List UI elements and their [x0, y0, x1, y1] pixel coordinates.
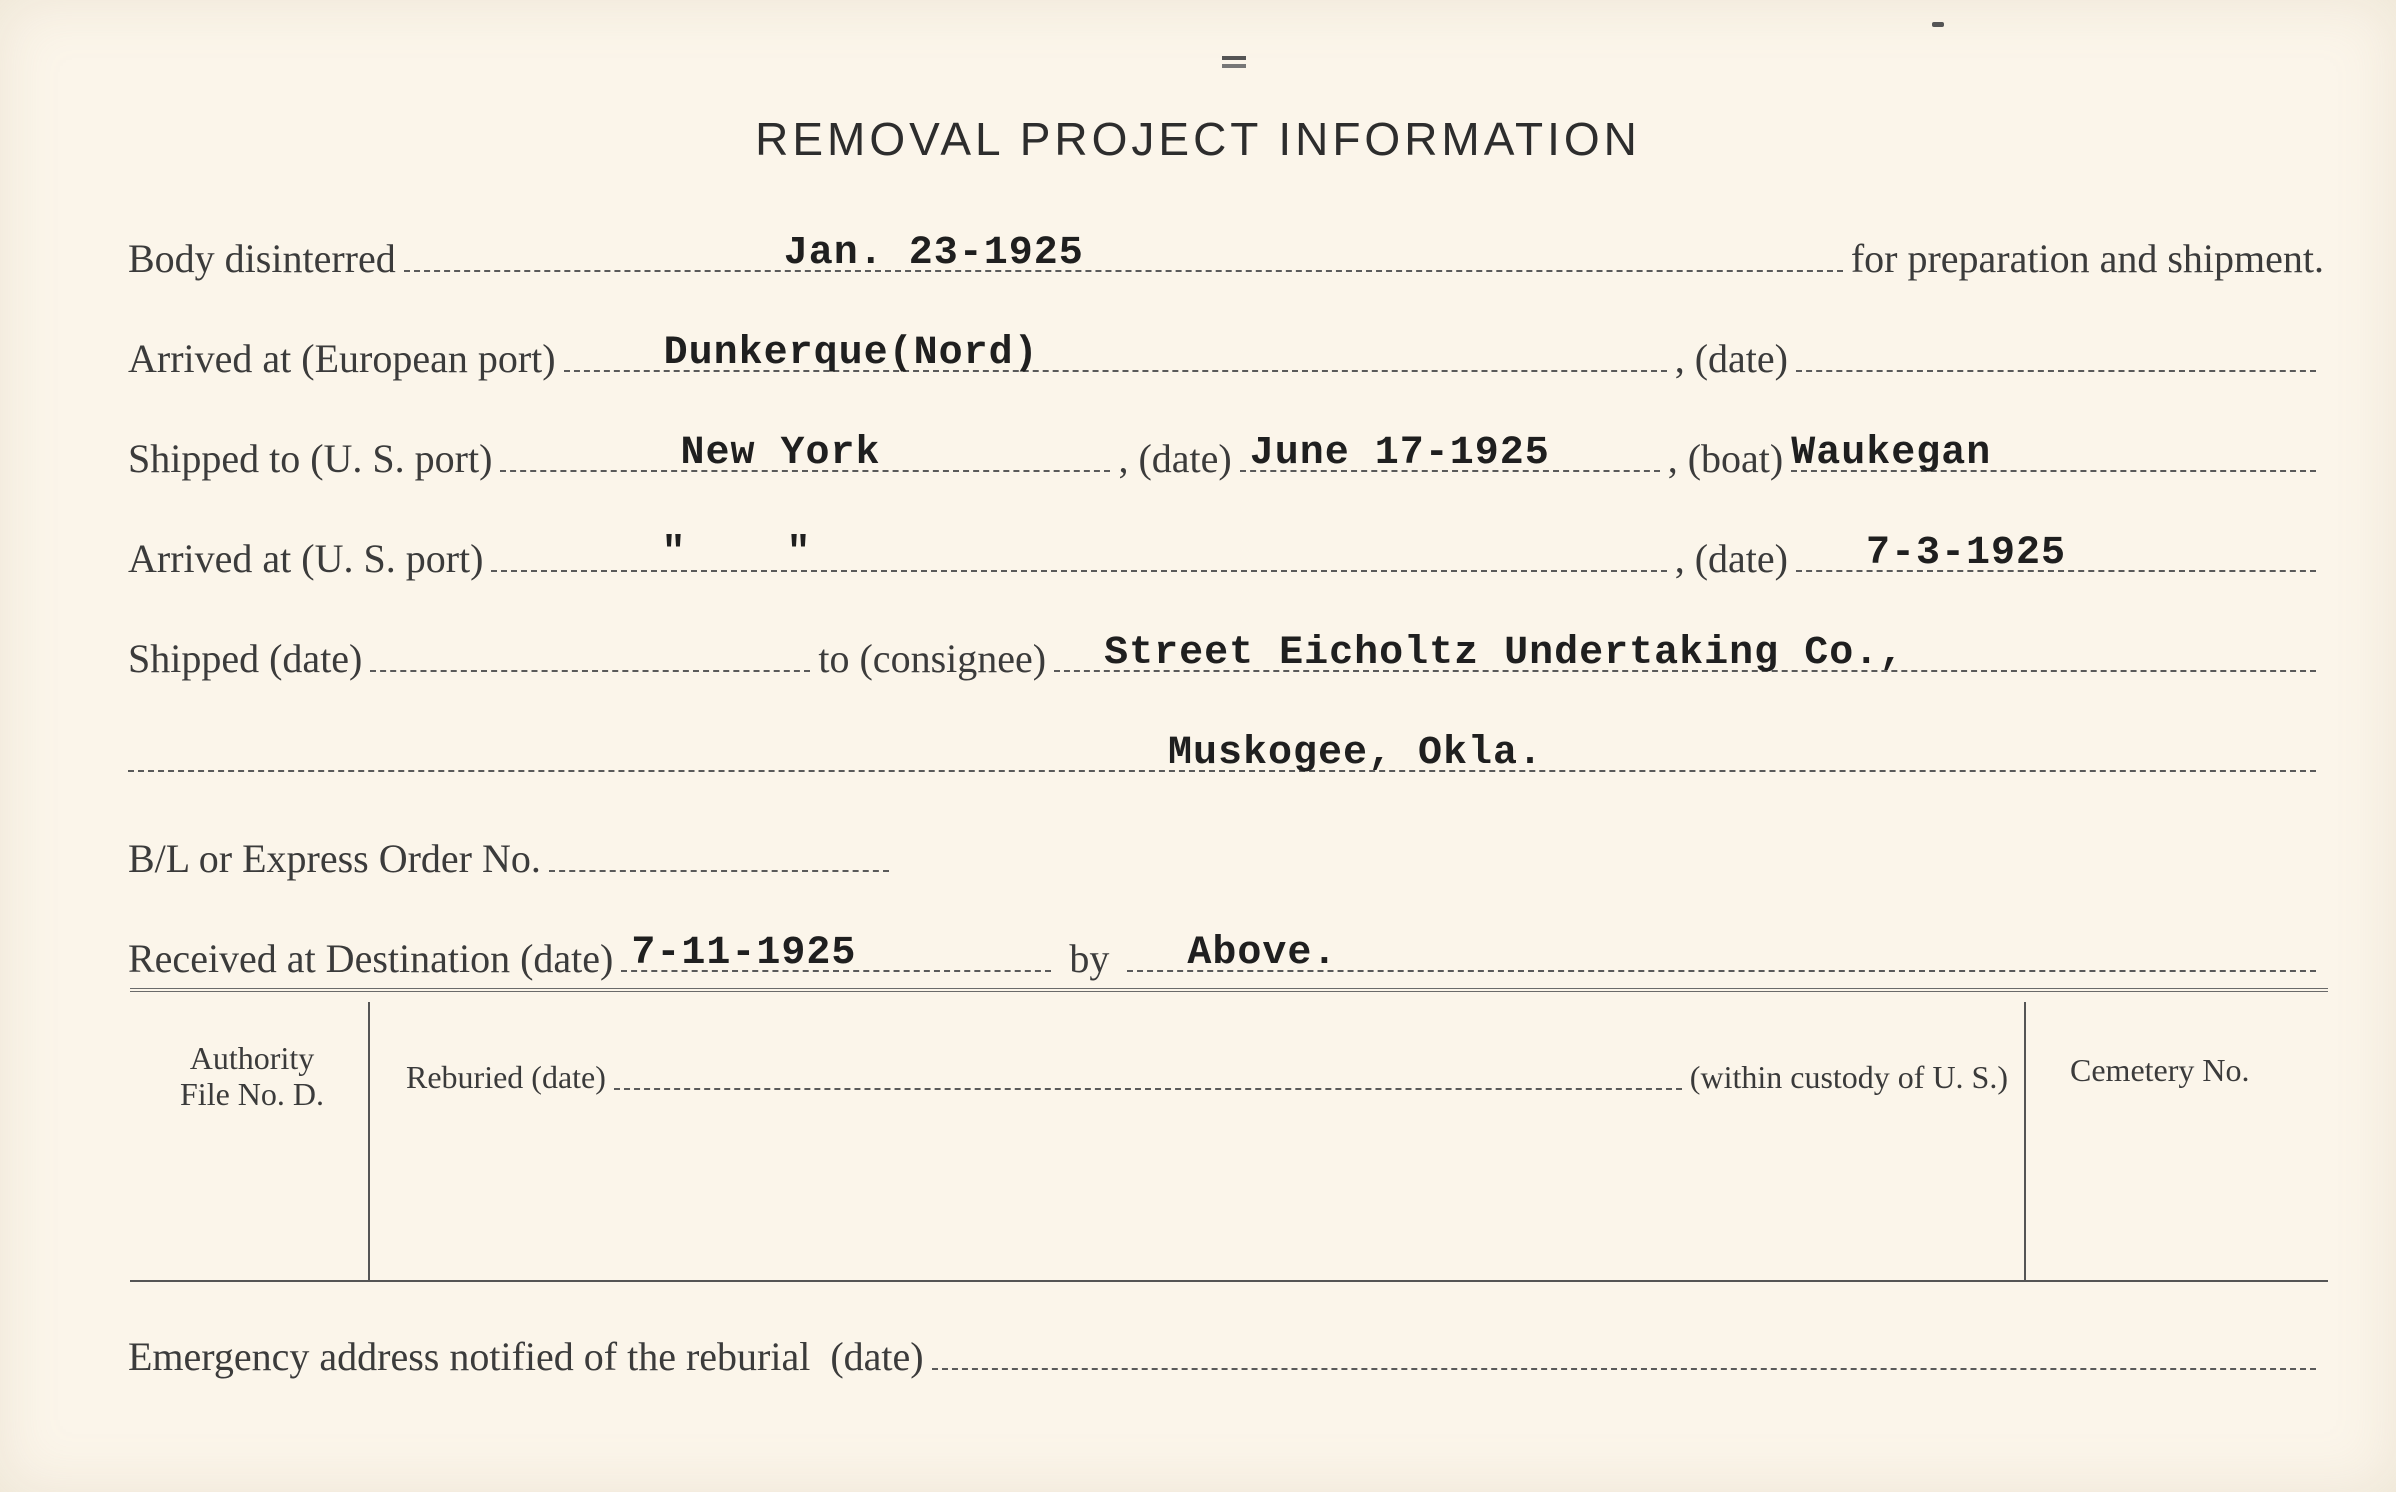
ink-dot — [1932, 22, 1944, 27]
field-emergency-date[interactable] — [932, 1328, 2316, 1370]
field-us-port-shipped[interactable] — [500, 430, 1110, 476]
label-boat: , (boat) — [1667, 436, 1784, 481]
label-european-date: , (date) — [1674, 336, 1788, 381]
row-consignee-line2 — [128, 722, 2324, 782]
cemetery-no-label: Cemetery No. — [2070, 1052, 2250, 1088]
label-consignee: to (consignee) — [818, 636, 1047, 681]
label-preparation: for preparation and shipment. — [1850, 236, 2324, 281]
grid-bottom-rule — [130, 1280, 2328, 1282]
grid-divider-right — [2024, 1002, 2026, 1282]
form-title: REMOVAL PROJECT INFORMATION — [755, 113, 1641, 165]
field-shipped-date[interactable] — [1240, 430, 1660, 476]
value-european-port: Dunkerque(Nord) — [663, 331, 1039, 376]
value-consignee-line2: Muskogee, Okla. — [1168, 731, 1544, 776]
field-received-date[interactable] — [621, 930, 1051, 976]
label-us-port-shipped: Shipped to (U. S. port) — [128, 436, 493, 481]
field-reburied-date[interactable] — [614, 1058, 1682, 1090]
custody-label: (within custody of U. S.) — [1689, 1059, 2008, 1095]
value-received: 7-11-1925 — [631, 931, 857, 976]
label-received: Received at Destination (date) — [128, 936, 614, 981]
label-emergency: Emergency address notified of the reburial (date) — [128, 1334, 924, 1379]
field-boat[interactable] — [1791, 430, 2316, 476]
value-us-port-shipped: New York — [680, 431, 881, 476]
field-us-port-arrived[interactable] — [491, 530, 1666, 576]
label-shipped: Shipped (date) — [128, 636, 363, 681]
field-consignee-line2[interactable] — [128, 730, 2316, 776]
reburied-line — [406, 1058, 2008, 1096]
row-us-port-shipped — [128, 422, 2324, 482]
label-by: by — [1069, 936, 1110, 981]
field-received-by[interactable] — [1127, 930, 2316, 976]
row-disinterred — [128, 222, 2324, 282]
value-arrived-date: 7-3-1925 — [1866, 531, 2067, 576]
label-bl-order: B/L or Express Order No. — [128, 836, 541, 881]
value-shipped-date: June 17-1925 — [1249, 431, 1550, 476]
row-bl-order — [128, 822, 2324, 882]
reburied-label: Reburied (date) — [406, 1059, 606, 1095]
field-european-port[interactable] — [564, 330, 1667, 376]
label-european-port: Arrived at (European port) — [128, 336, 556, 381]
field-consignee[interactable] — [1054, 630, 2316, 676]
value-us-port-arrived: " " — [661, 531, 812, 576]
grid-divider-left — [368, 1002, 370, 1282]
label-arrived-date: , (date) — [1674, 536, 1788, 581]
label-us-port-arrived: Arrived at (U. S. port) — [128, 536, 484, 581]
field-arrived-date[interactable] — [1796, 530, 2316, 576]
field-bl-order[interactable] — [549, 830, 889, 872]
row-shipped — [128, 622, 2324, 682]
authority-file-label: Authority File No. D. — [180, 1040, 324, 1112]
field-european-date[interactable] — [1796, 330, 2316, 372]
row-emergency — [128, 1320, 2324, 1380]
value-disinterred: Jan. 23-1925 — [783, 231, 1084, 276]
ink-mark — [1222, 56, 1246, 60]
reburial-grid — [130, 988, 2328, 1282]
label-disinterred: Body disinterred — [128, 236, 396, 281]
field-disinterred[interactable] — [404, 230, 1843, 276]
value-consignee: Street Eicholtz Undertaking Co., — [1104, 631, 1905, 676]
label-shipped-date: , (date) — [1118, 436, 1232, 481]
value-boat: Waukegan — [1791, 431, 1992, 476]
row-received — [128, 922, 2324, 982]
field-shipped-date-consignee[interactable] — [370, 630, 810, 672]
value-received-by: Above. — [1187, 931, 1338, 976]
row-european-port — [128, 322, 2324, 382]
row-us-port-arrived — [128, 522, 2324, 582]
